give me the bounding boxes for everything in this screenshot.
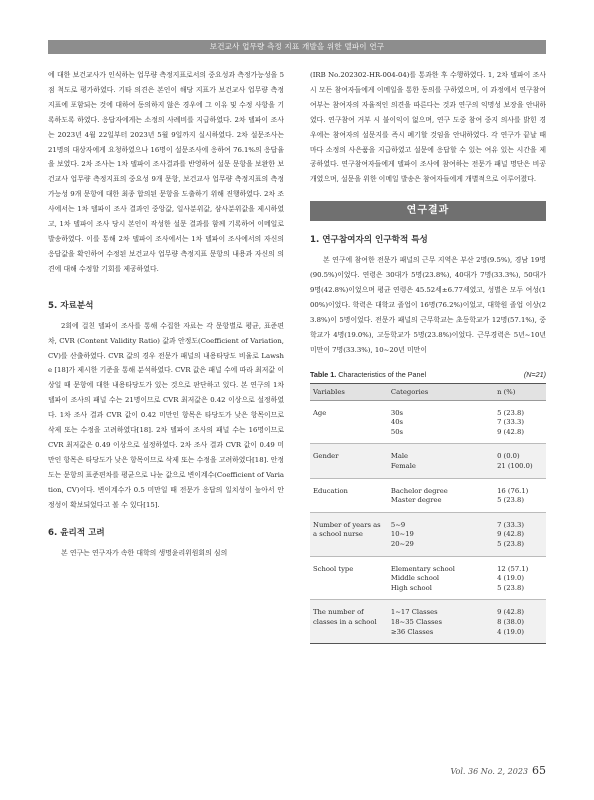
- table-cell-variable: Number of years as a school nurse: [310, 512, 388, 556]
- table-cell-variable: Gender: [310, 444, 388, 478]
- table-row: [310, 600, 546, 644]
- table-cell-variable: School type: [310, 556, 388, 600]
- journal-volume: Vol. 36 No. 2, 2023: [450, 767, 528, 776]
- table-row: [310, 556, 546, 600]
- table-cell-variable: Education: [310, 478, 388, 512]
- table-row: [310, 400, 546, 444]
- table-cell-categories: Male Female: [388, 444, 494, 478]
- page-number: 65: [532, 764, 546, 777]
- method-paragraph: 에 대한 보건교사가 인식하는 업무량 측정지표로서의 중요성과 측정가능성을 5점 척도로 평가하였다. 기타 의견은 본인이 해당 지표가 보건교사 업무량 측정지표에 포함되는 것에 대하여 동의하지 않은 경우에 그 이유 및 수정 사항을 기록하도록 하였다. 응답자에게는 소정의 사례비를 지급하였다. 2차 델파이 조사는 2023년 4월 22일부터 2023년 5월 9일까지 실시하였다. 2차 설문조사는 21명의 대상자에게 요청하였으나 16명이 설문조사에 응하여 76.1%의 응답율을 보였다. 2차 조사는 1차 델파이 조사결과를 반영하여 설문 문항을 보완한 보건교사 업무량 측정지표의 중요성 9개 문항, 보건교사 업무량 측정지표의 측정가능성 9개 문항에 대한 최종 합의된 문항을 도출하기 위해 진행하였다. 2차 조사에서는 1차 델파이 조사 결과인 중앙값, 일사분위값, 삼사분위값을 제시하였고, 1차 델파이 조사 당시 본인이 작성한 설문 결과를 함께 기록하여 이메일로 발송하였다. 이를 통해 2차 델파이 조사에서는 1차 델파이 조사에서의 자신의 응답값을 확인하여 수정된 보건교사 업무량 측정지표 문항의 내용과 자신의 의견에 대해 수정할 기회를 제공하였다.: [48, 71, 284, 273]
- table-cell-values: 0 (0.0) 21 (100.0): [494, 444, 546, 478]
- panel-characteristics-table: [310, 383, 546, 645]
- right-column: [310, 68, 546, 644]
- table-caption: [310, 370, 546, 379]
- table-cell-values: 16 (76.1) 5 (23.8): [494, 478, 546, 512]
- analysis-paragraph: 2회에 걸친 델파이 조사를 통해 수집한 자료는 각 문항별로 평균, 표준편차, CVR (Content Validity Ratio) 값과 안정도(Coefficient of Variation, CV)를 산출하였다. CVR 값의 경우 전문가 패널의 내용타당도 비율로 Lawshe [18]가 제시한 기준을 통해 분석하였다. CVR 값은 패널 수에 따라 최저값 이상일 때 문항에 대한 내용타당도가 있는 것으로 판단하고 있다. 본 연구의 1차 델파이 조사의 패널 수는 21명이므로 CVR 최저값은 0.42 이상으로 설정하였다. 1차 조사 결과 CVR 값이 0.42 미만인 항목은 타당도가 낮은 항목이므로 삭제 또는 수정을 고려하였다[18]. 2차 델파이 조사의 패널 수는 16명이므로 CVR 최저값은 0.49 이상으로 설정하였다. 2차 조사 결과 CVR 값이 0.49 미만인 항목은 타당도가 낮은 항목이므로 삭제 또는 수정을 고려하였다[18]. 안정도는 문항의 표준편차를 평균으로 나눈 값으로 변이계수(Coefficient of Variation, CV)이다. 변이계수가 0.5 미만일 때 전문가 응답의 일치성이 높아서 안정성이 확보되었다고 볼 수 있다[15].: [48, 321, 285, 509]
- section-title-data-analysis: 5. 자료분석: [48, 300, 94, 311]
- results-heading: 연구결과: [310, 201, 546, 221]
- demographics-paragraph: 본 연구에 참여한 전문가 패널의 근무 지역은 부산 2명(9.5%), 경남 19명(90.5%)이었다. 연령은 30대가 5명(23.8%), 40대가 7명(33.3%), 50대가 9명(42.8%)이었으며 평균 연령은 45.52세±6.77세였고, 성별은 모두 여성(100%)이었다. 학력은 대학교 졸업이 16명(76.2%)이었고, 대학원 졸업 이상(23.8%)이 5명이었다. 전문가 패널의 근무학교는 초등학교가 12명(57.1%), 중학교가 4명(19.0%), 고등학교가 5명(23.8%)이었다. 근무경력은 5년~10년 미만이 7명(33.3%), 10~20년 미만이: [310, 256, 546, 354]
- table-row: [310, 478, 546, 512]
- page-footer: [450, 764, 546, 777]
- ethics-continued-paragraph: (IRB No.202302-HR-004-04)를 통과한 후 수행하였다. 1, 2차 델파이 조사 시 모든 참여자들에게 이메일을 통한 동의를 구하였으며, 이 과정에서 연구참여 여부는 참여자의 자율적인 의견을 따른다는 것과 연구의 익명성 보장을 안내하였다. 연구참여 거부 시 불이익이 없으며, 연구 도중 참여 중지 의사를 밝힌 경우에는 참여자의 설문지를 즉시 폐기할 것임을 안내하였다. 각 연구가 끝날 때마다 소정의 사은품을 지급하였고 설문에 응답할 수 있는 여유 있는 시간을 제공하였다. 연구참여자들에게 델파이 조사에 참여하는 전문가 패널 명단은 비공개였으며, 설문을 위한 이메일 발송은 참여자들에게 개별적으로 이루어졌다.: [310, 71, 546, 184]
- table-header-n-percent: n (%): [494, 383, 546, 400]
- section-title-ethics: 6. 윤리적 고려: [48, 528, 105, 539]
- table-cell-categories: 30s 40s 50s: [388, 400, 494, 444]
- table-header-variables: Variables: [310, 383, 388, 400]
- table-cell-values: 5 (23.8) 7 (33.3) 9 (42.8): [494, 400, 546, 444]
- table-cell-categories: Bachelor degree Master degree: [388, 478, 494, 512]
- running-header: 보건교사 업무량 측정 지표 개발을 위한 델파이 연구: [48, 40, 546, 54]
- table-row: [310, 444, 546, 478]
- table-row: [310, 512, 546, 556]
- table-caption-text: Characteristics of the Panel: [338, 369, 427, 379]
- table-caption-label: Table 1.: [310, 369, 337, 379]
- table-cell-categories: 1~17 Classes 18~35 Classes ≥36 Classes: [388, 600, 494, 644]
- table-cell-values: 7 (33.3) 9 (42.8) 5 (23.8): [494, 512, 546, 556]
- table-n-label: (N=21): [523, 369, 546, 379]
- ethics-paragraph: 본 연구는 연구자가 속한 대학의 생명윤리위원회의 심의: [61, 549, 228, 558]
- table-cell-values: 9 (42.8) 8 (38.0) 4 (19.0): [494, 600, 546, 644]
- table-cell-variable: Age: [310, 400, 388, 444]
- table-cell-categories: Elementary school Middle school High school: [388, 556, 494, 600]
- left-column: [48, 68, 284, 561]
- table-cell-values: 12 (57.1) 4 (19.0) 5 (23.8): [494, 556, 546, 600]
- table-cell-categories: 5~9 10~19 20~29: [388, 512, 494, 556]
- table-cell-variable: The number of classes in a school: [310, 600, 388, 644]
- table-header-categories: Categories: [388, 383, 494, 400]
- table-body: [310, 400, 546, 644]
- section-title-demographics: 1. 연구참여자의 인구학적 특성: [310, 235, 428, 246]
- table-header-row: [310, 383, 546, 400]
